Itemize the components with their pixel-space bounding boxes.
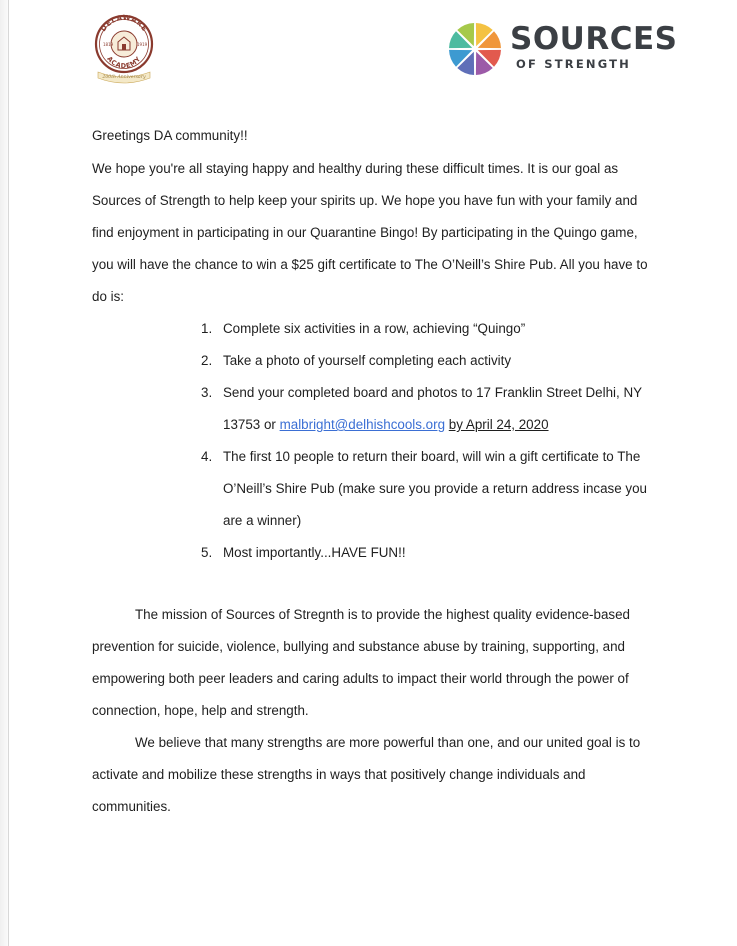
email-link[interactable]: malbright@delhishcools.org [279, 417, 446, 432]
step-text-line2 [223, 417, 549, 433]
intro-line: find enjoyment in participating in our Quarantine Bingo! By participating in the Quingo game, [92, 225, 638, 240]
step-text: Complete six activities in a row, achieving “Quingo” [223, 321, 526, 336]
da-logo-year-left: 1819 [103, 42, 114, 47]
step-number: 3. [201, 385, 213, 400]
belief-line: communities. [92, 799, 171, 814]
step-number: 2. [201, 353, 213, 368]
delaware-academy-logo [92, 12, 156, 84]
sources-of-strength-logo [448, 20, 678, 80]
step-number: 5. [201, 545, 213, 560]
step-text: Most importantly...HAVE FUN!! [223, 545, 406, 560]
page-edge [8, 0, 9, 946]
mission-line: empowering both peer leaders and caring adults to impact their world through the power of [92, 671, 629, 686]
belief-line: activate and mobilize these strengths in ways that positively change individuals and [92, 767, 586, 782]
da-logo-bottom-text: ACADEMY [105, 54, 143, 71]
sos-logo-subtitle: OF STRENGTH [516, 57, 632, 71]
page-shadow [0, 0, 8, 946]
mission-line: connection, hope, help and strength. [92, 703, 309, 718]
mission-line: prevention for suicide, violence, bullying and substance abuse by training, supporting, and [92, 639, 625, 654]
mission-line: The mission of Sources of Stregnth is to provide the highest quality evidence-based [135, 607, 630, 622]
step-number: 1. [201, 321, 213, 336]
intro-line: We hope you're all staying happy and healthy during these difficult times. It is our goal as [92, 161, 619, 176]
da-logo-ribbon-text: 200th Anniversary [102, 75, 146, 80]
step-text: O’Neill’s Shire Pub (make sure you provide a return address incase you [223, 481, 647, 496]
intro-line: do is: [92, 289, 125, 304]
step-number: 4. [201, 449, 213, 464]
color-wheel-icon [448, 22, 502, 76]
greeting: Greetings DA community!! [92, 128, 248, 143]
belief-line: We believe that many strengths are more powerful than one, and our united goal is to [135, 735, 641, 750]
step-text: Send your completed board and photos to 17 Franklin Street Delhi, NY [223, 385, 643, 400]
svg-text:DELAWARE [99, 14, 148, 33]
intro-line: you will have the chance to win a $25 gift certificate to The O’Neill’s Shire Pub. All you have to [92, 257, 648, 272]
da-logo-top-text: DELAWARE [99, 13, 149, 34]
deadline-text: by April 24, 2020 [448, 417, 549, 432]
da-logo-year-right: 1919 [137, 42, 148, 47]
sos-logo-word: SOURCES [510, 21, 678, 57]
step-text: The first 10 people to return their board, will win a gift certificate to The [223, 449, 641, 464]
step-text: are a winner) [223, 513, 302, 528]
step-text: Take a photo of yourself completing each activity [223, 353, 512, 368]
step-text-prefix: 13753 or [223, 417, 280, 432]
intro-line: Sources of Strength to help keep your spirits up. We hope you have fun with your family and [92, 193, 638, 208]
